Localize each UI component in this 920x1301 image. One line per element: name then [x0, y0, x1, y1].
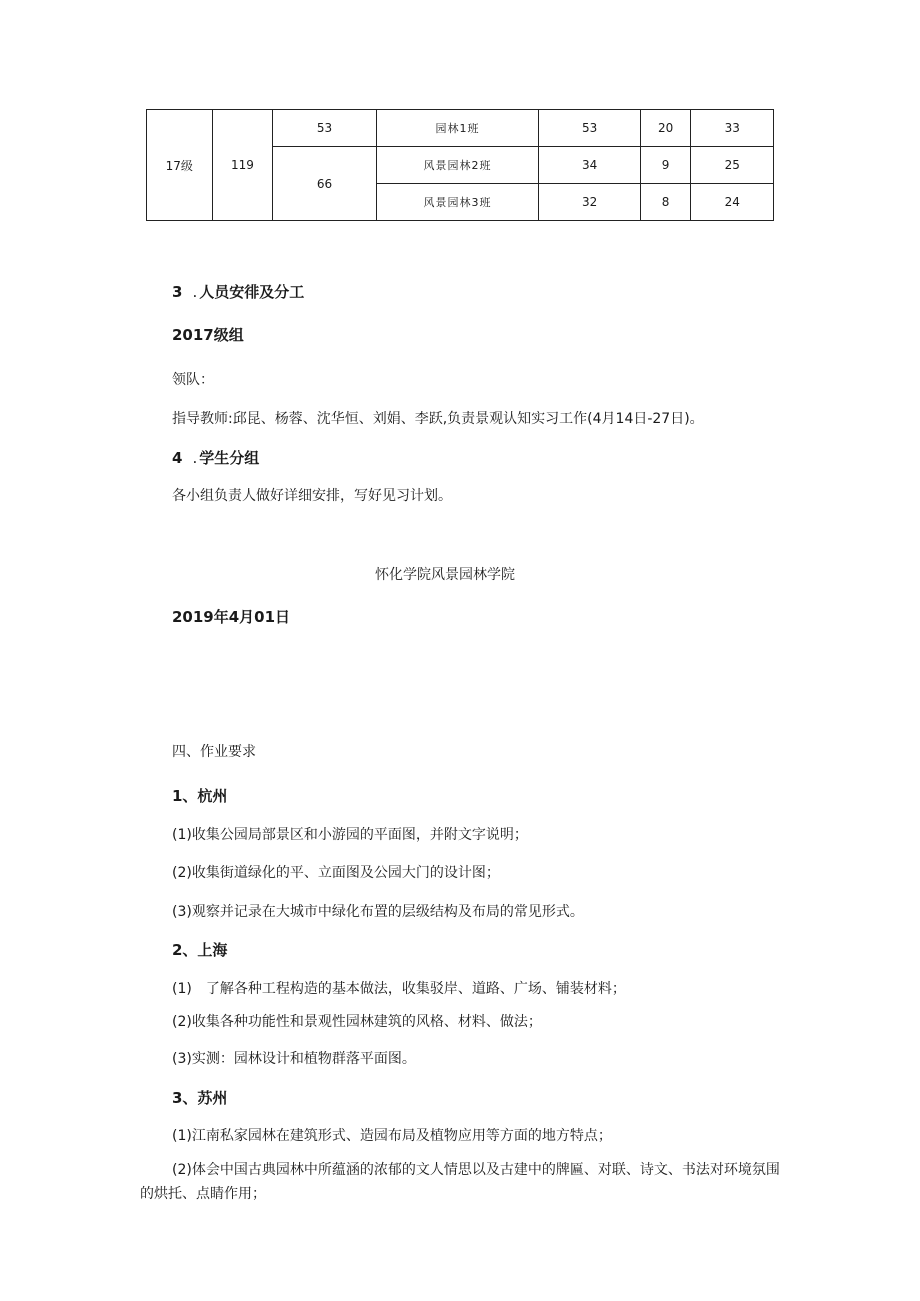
group-2017-heading: 2017级组 [172, 326, 244, 344]
male-count-cell: 8 [640, 184, 691, 221]
class-total-cell: 53 [539, 110, 640, 147]
assignment-heading: 四、作业要求 [172, 744, 256, 760]
class-total-cell: 34 [539, 147, 640, 184]
leader-label: 领队： [172, 372, 214, 388]
class-table [146, 109, 774, 221]
female-count-cell: 25 [691, 147, 774, 184]
section4-body: 各小组负责人做好详细安排，写好见习计划。 [172, 488, 452, 504]
teachers-line: 指导教师:邱昆、杨蓉、沈华恒、刘娟、李跃,负责景观认知实习工作(4月14日-27日)。 [172, 411, 704, 427]
list-item: (3)观察并记录在大城市中绿化布置的层级结构及布局的常见形式。 [172, 904, 584, 920]
list-item: (1) 了解各种工程构造的基本做法，收集驳岸、道路、广场、铺装材料； [172, 981, 626, 997]
section3-number: 3 [172, 283, 183, 301]
grade-total-cell: 119 [212, 110, 273, 221]
male-count-cell: 9 [640, 147, 691, 184]
section3-title: 人员安徘及分工 [199, 283, 305, 301]
list-item: (2)体会中国古典园林中所蕴涵的浓郁的文人情思以及古建中的牌匾、对联、诗文、书法对环境氛围的烘托、点睛作用； [140, 1162, 780, 1202]
female-count-cell: 24 [691, 184, 774, 221]
section3-dot: . [192, 283, 198, 301]
list-item: (2)收集街道绿化的平、立面图及公园大门的设计图； [172, 865, 500, 881]
grade-cell: 17级 [147, 110, 213, 221]
list-item: (1)收集公园局部景区和小游园的平面图，并附文字说明； [172, 827, 528, 843]
class-name-cell: 风景园林3班 [376, 184, 539, 221]
hangzhou-heading: 1、杭州 [172, 787, 228, 805]
list-item: (2)收集各种功能性和景观性园林建筑的风格、材料、做法； [172, 1014, 542, 1030]
list-item: (1)江南私家园林在建筑形式、造园布局及植物应用等方面的地方特点； [172, 1128, 612, 1144]
organization-name: 怀化学院风景园林学院 [375, 567, 515, 583]
section4-number: 4 [172, 449, 183, 467]
document-date: 2019年4月01日 [172, 608, 291, 626]
suzhou-heading: 3、苏州 [172, 1089, 228, 1107]
section4-title: 学生分组 [199, 449, 260, 467]
female-count-cell: 33 [691, 110, 774, 147]
group-count-cell: 53 [273, 110, 376, 147]
class-name-cell: 风景园林2班 [376, 147, 539, 184]
class-total-cell: 32 [539, 184, 640, 221]
section3-heading [172, 281, 304, 302]
section4-dot: . [192, 449, 198, 467]
list-item: (3)实测：园林设计和植物群落平面图。 [172, 1051, 416, 1067]
shanghai-heading: 2、上海 [172, 941, 228, 959]
table-row [147, 110, 774, 147]
class-name-cell: 园林1班 [376, 110, 539, 147]
male-count-cell: 20 [640, 110, 691, 147]
section4-heading [172, 447, 259, 468]
group-count-cell: 66 [273, 147, 376, 221]
